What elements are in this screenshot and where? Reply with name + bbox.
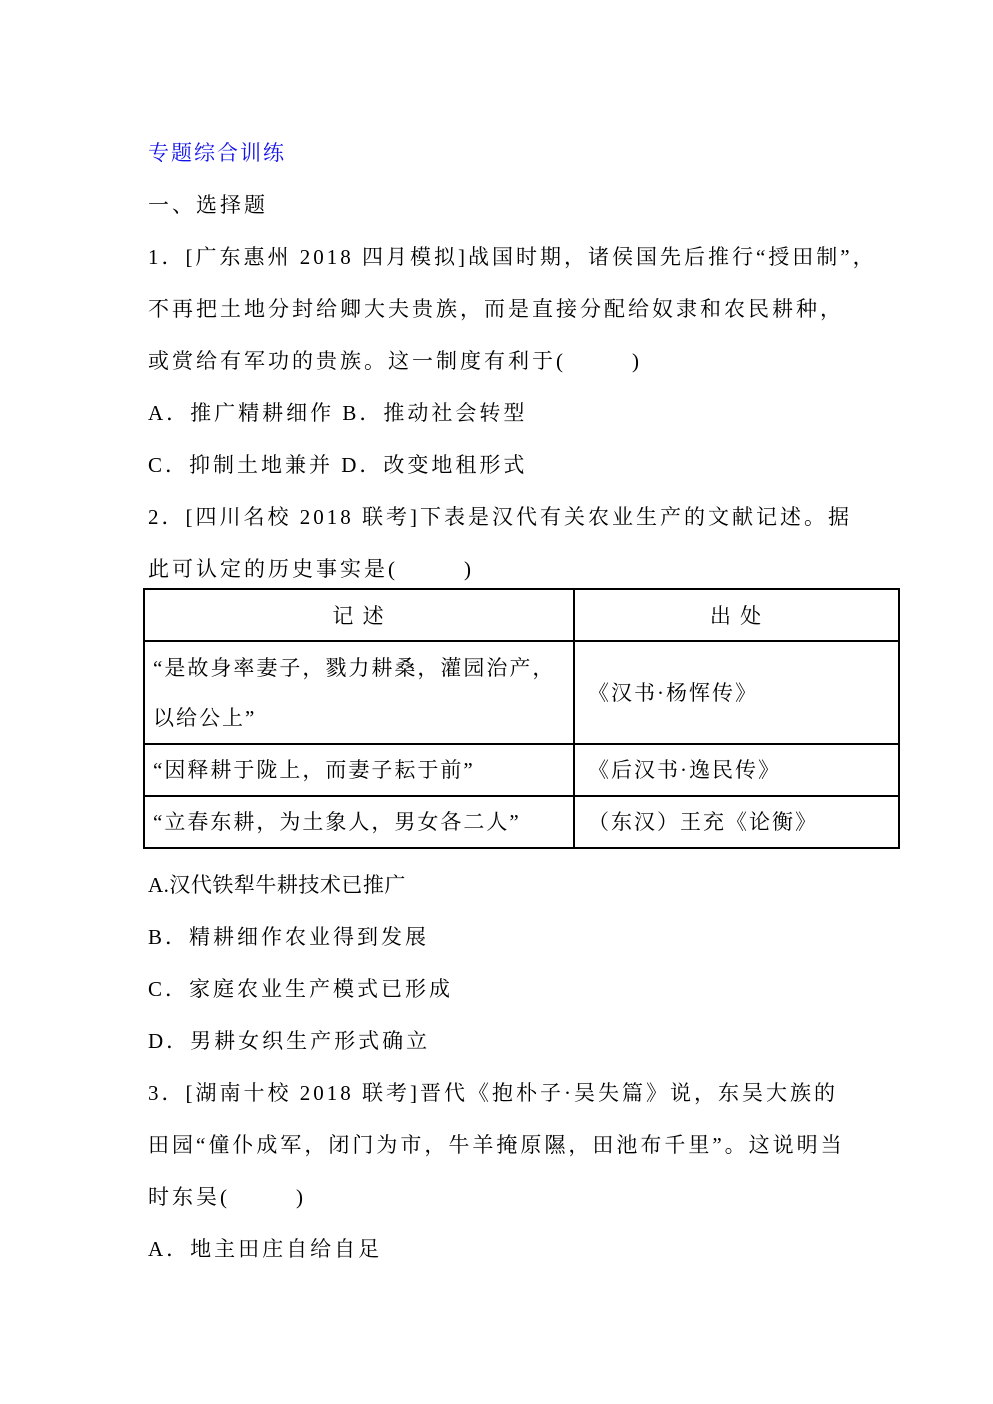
table-row (144, 641, 899, 744)
table-cell-record-1: “是故身率妻子，戮力耕桑，灌园治产，以给公上” (144, 641, 574, 744)
q3-option-a: A．地主田庄自给自足 (148, 1237, 383, 1261)
q2-literature-table (143, 588, 900, 849)
question-2 (148, 491, 928, 1067)
q2-text-line-1: 2．[四川名校 2018 联考]下表是汉代有关农业生产的文献记述。据 (148, 505, 852, 529)
table-cell-record-2: “因释耕于陇上，而妻子耘于前” (144, 744, 574, 796)
table-cell-record-3: “立春东耕，为土象人，男女各二人” (144, 796, 574, 848)
q1-options-a-b: A．推广精耕细作 B．推动社会转型 (148, 401, 528, 425)
q2-text-line-2: 此可认定的历史事实是( ) (148, 557, 474, 581)
table-cell-source-1: 《汉书·杨恽传》 (574, 641, 899, 744)
table-row (144, 744, 899, 796)
table-cell-source-3: （东汉）王充《论衡》 (574, 796, 899, 848)
q1-text-line-3: 或赏给有军功的贵族。这一制度有利于( ) (148, 349, 642, 373)
q1-text-line-2: 不再把土地分封给卿大夫贵族，而是直接分配给奴隶和农民耕种， (148, 297, 844, 321)
q2-option-b: B．精耕细作农业得到发展 (148, 925, 430, 949)
q3-text-line-3: 时东吴( ) (148, 1185, 306, 1209)
doc-title: 专题综合训练 (148, 141, 286, 165)
table-row (144, 796, 899, 848)
q2-option-a: A.汉代铁犁牛耕技术已推广 (148, 873, 406, 897)
table-header-row (144, 589, 899, 641)
q1-text-line-1: 1．[广东惠州 2018 四月模拟]战国时期，诸侯国先后推行“授田制”， (148, 245, 877, 269)
q3-text-line-1: 3．[湖南十校 2018 联考]晋代《抱朴子·吴失篇》说，东吴大族的 (148, 1081, 838, 1105)
q2-option-d: D．男耕女织生产形式确立 (148, 1029, 431, 1053)
table-header-record: 记 述 (144, 589, 574, 641)
question-3 (148, 1067, 928, 1275)
question-1 (148, 231, 928, 491)
q3-text-line-2: 田园“僮仆成军，闭门为市，牛羊掩原隰，田池布千里”。这说明当 (148, 1133, 845, 1157)
table-cell-source-2: 《后汉书·逸民传》 (574, 744, 899, 796)
q1-options-c-d: C．抑制土地兼并 D．改变地租形式 (148, 453, 528, 477)
q2-option-c: C．家庭农业生产模式已形成 (148, 977, 454, 1001)
q2-table-wrap (143, 588, 928, 852)
table-header-source: 出 处 (574, 589, 899, 641)
section-heading: 一、选择题 (148, 193, 268, 217)
document-content (148, 127, 928, 1275)
